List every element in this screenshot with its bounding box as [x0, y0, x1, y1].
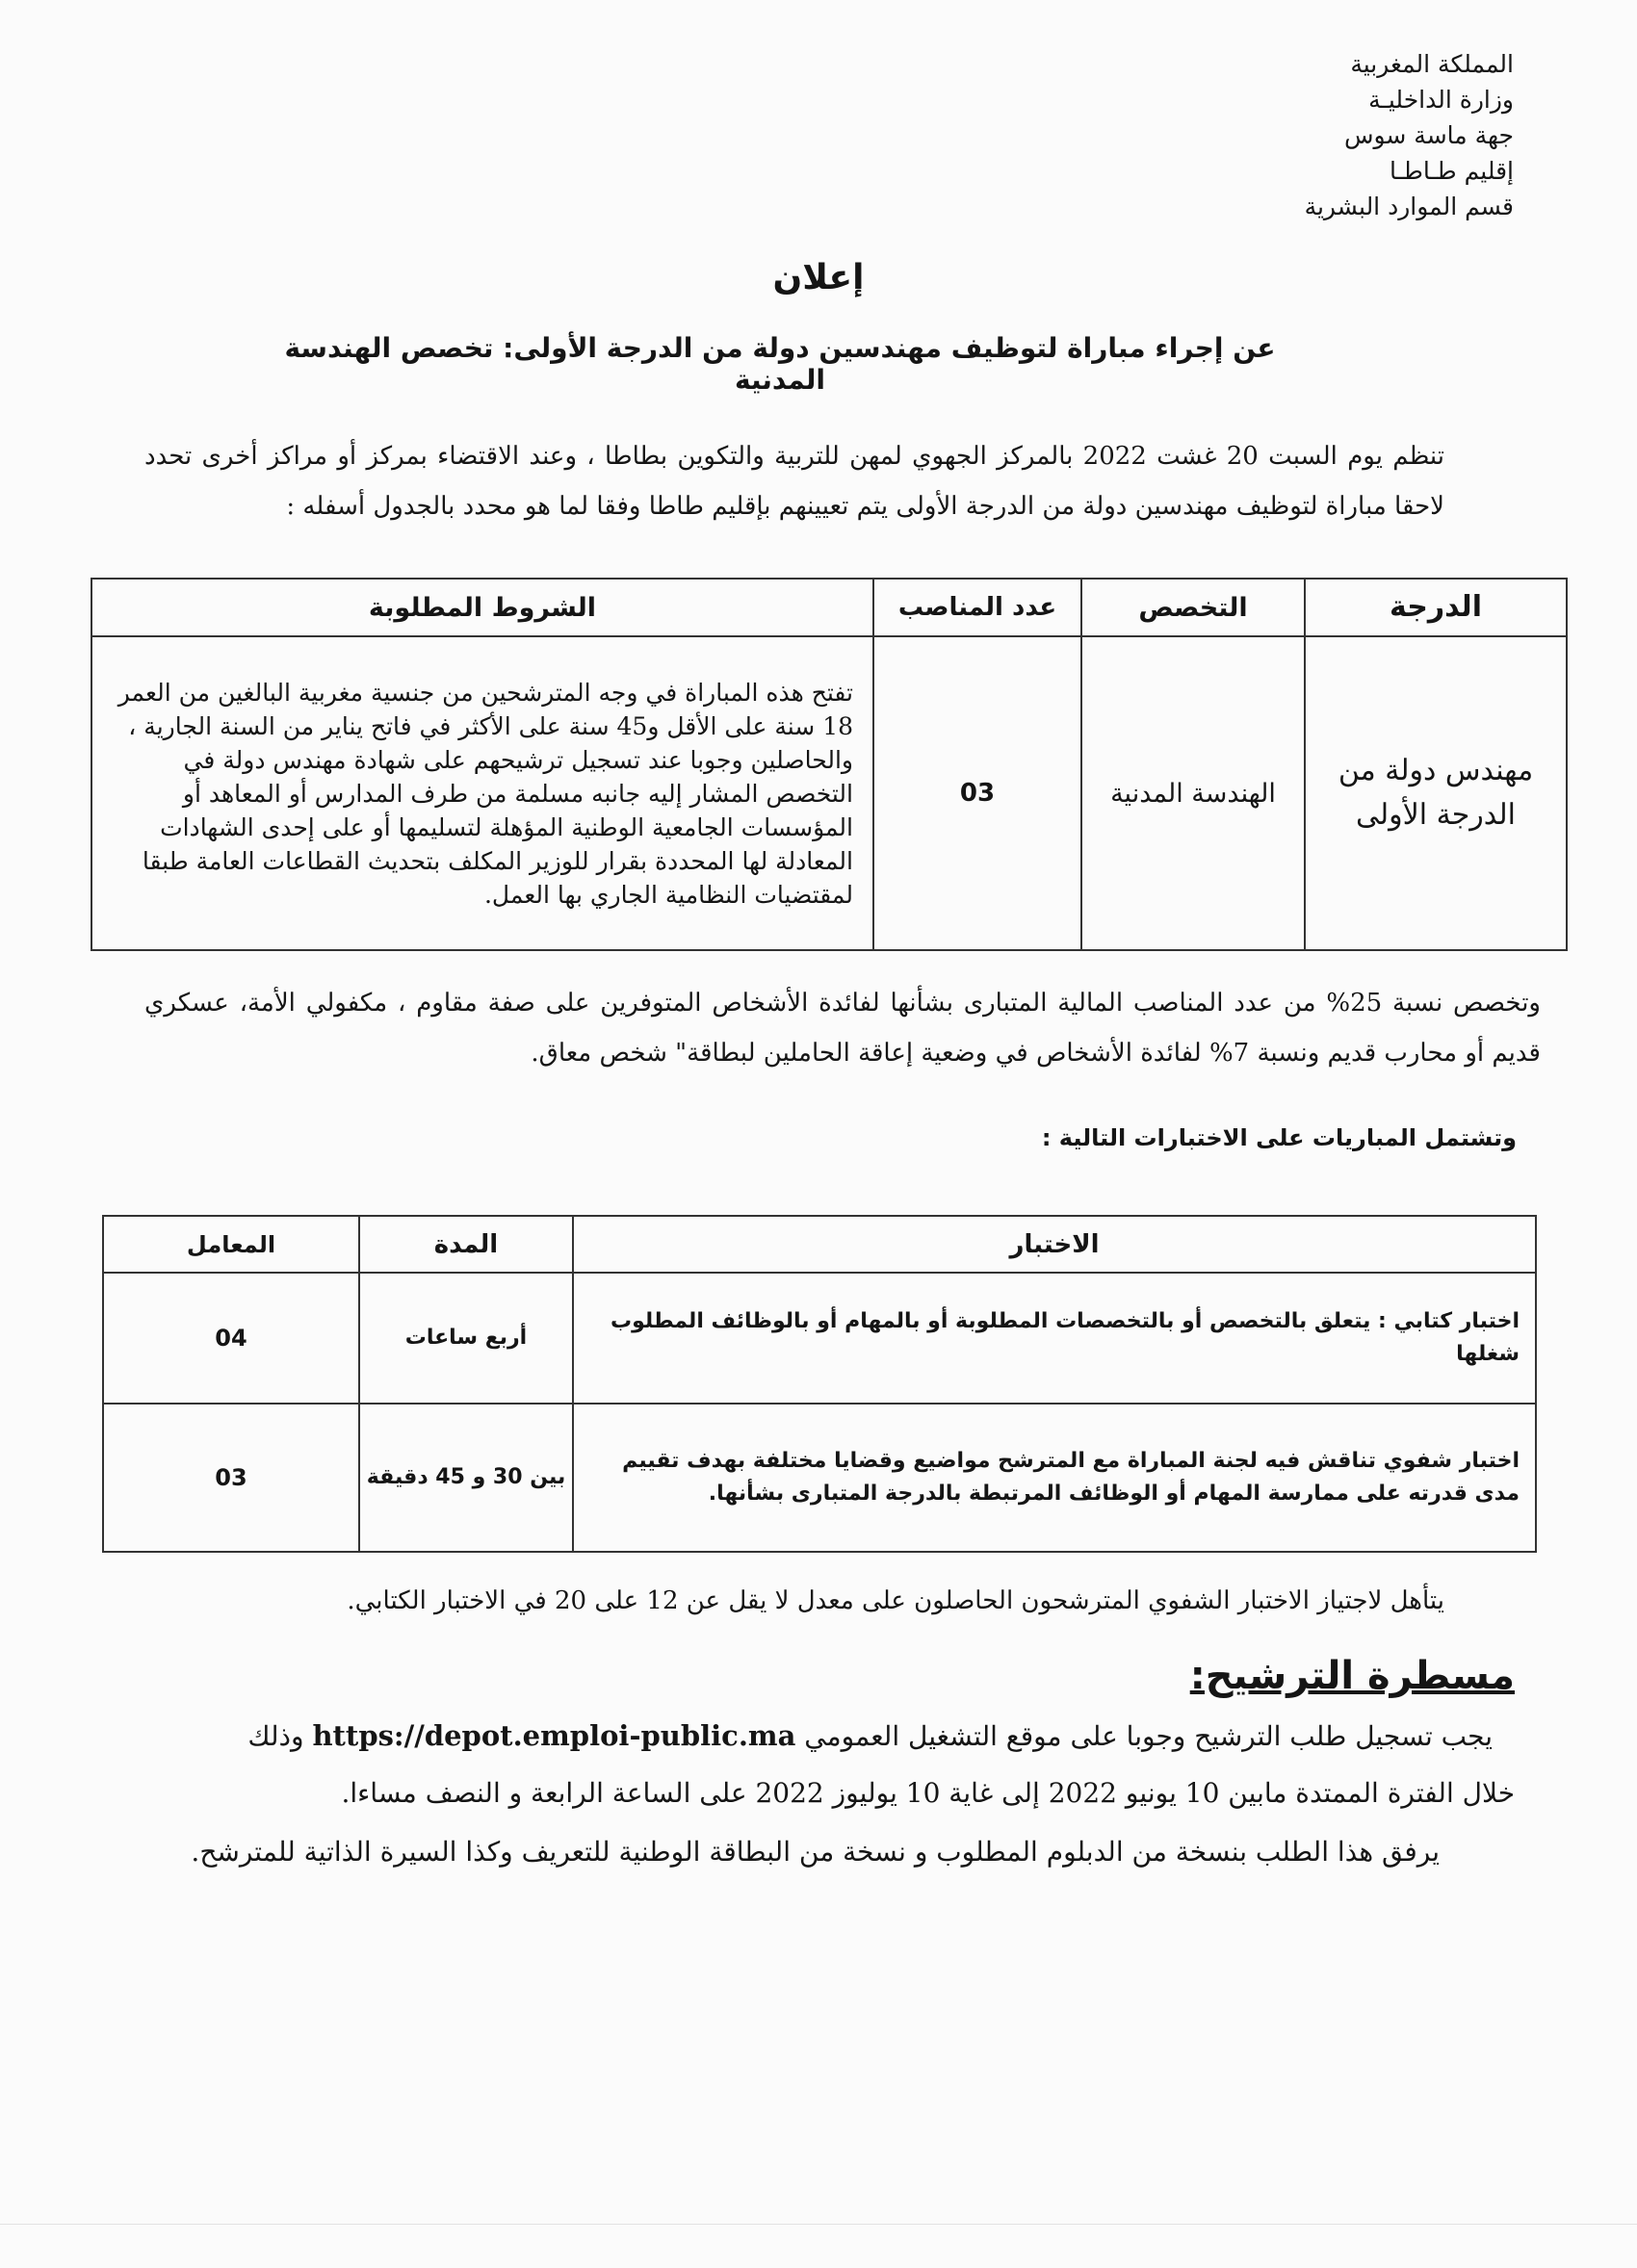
procedure-line-2: خلال الفترة الممتدة مابين 10 يونيو 2022 إلى غاية 10 يوليوز 2022 على الساعة الرابعة و النصف مساءا. — [341, 1777, 1515, 1809]
cell-coefficient-oral: 03 — [103, 1404, 359, 1552]
header-line-province: إقليم طـاطـا — [1390, 157, 1514, 185]
cell-duration-oral: بين 30 و 45 دقيقة — [359, 1404, 573, 1552]
application-site-link[interactable]: https://depot.emploi-public.ma — [312, 1719, 796, 1752]
table-row — [103, 1404, 1536, 1552]
header-duration: المدة — [359, 1216, 573, 1273]
qualification-note: يتأهل لاجتياز الاختبار الشفوي المترشحون الحاصلون على معدل لا يقل عن 12 على 20 في الاختبار الكتابي. — [347, 1586, 1444, 1615]
table-row — [91, 636, 1567, 950]
cell-duration-written: أربع ساعات — [359, 1273, 573, 1404]
header-test: الاختبار — [573, 1216, 1536, 1273]
header-grade: الدرجة — [1305, 579, 1567, 636]
procedure-line-1 — [247, 1719, 1493, 1752]
header-line-region: جهة ماسة سوس — [1343, 121, 1514, 149]
issuer-header — [1206, 46, 1514, 224]
header-coefficient: المعامل — [103, 1216, 359, 1273]
procedure-title — [1190, 1654, 1515, 1698]
cell-test-oral: اختبار شفوي تناقش فيه لجنة المباراة مع المترشح مواضيع وقضايا مختلفة بهدف تقييم مدى قدرته على ممارسة المهام أو الوظائف المرتبطة بالدرجة المتبارى بشأنها. — [573, 1404, 1536, 1552]
page-bottom-divider — [0, 2224, 1637, 2225]
header-line-kingdom: المملكة المغربية — [1350, 50, 1514, 78]
cell-grade: مهندس دولة من الدرجة الأولى — [1305, 636, 1567, 950]
cell-coefficient-written: 04 — [103, 1273, 359, 1404]
quota-paragraph: وتخصص نسبة 25% من عدد المناصب المالية المتبارى بشأنها لفائدة الأشخاص المتوفرين على صفة مقاوم ، مكفولي الأمة، عسكري قديم أو محارب قديم ونسبة 7% لفائدة الأشخاص في وضعية إعاقة الحاملين لبطاقة" شخص معاق. — [144, 989, 1541, 1068]
announcement-subtitle: عن إجراء مباراة لتوظيف مهندسين دولة من الدرجة الأولى: تخصص الهندسة المدنية — [284, 332, 1276, 396]
cell-conditions: تفتح هذه المباراة في وجه المترشحين من جنسية مغربية البالغين من العمر 18 سنة على الأقل و45 سنة على الأكثر في فاتح يناير من السنة الجارية ، والحاصلين وجوبا عند تسجيل ترشيحهم على شهادة مهندس دولة في التخصص المشار إليه جانبه مسلمة من طرف المدارس أو المعاهد أو المؤسسات الجامعية الوطنية المؤهلة لتسليمها أو على إحدى الشهادات المعادلة لها المحددة بقرار للوزير المكلف بتحديث القطاعات العامة طبقا لمقتضيات النظامية الجاري بها العمل. — [91, 636, 873, 950]
cell-specialty: الهندسة المدنية — [1081, 636, 1305, 950]
cell-count: 03 — [873, 636, 1081, 950]
header-specialty: التخصص — [1081, 579, 1305, 636]
table-row — [103, 1273, 1536, 1404]
procedure-line-3: يرفق هذا الطلب بنسخة من الدبلوم المطلوب و نسخة من البطاقة الوطنية للتعريف وكذا السيرة الذاتية للمترشح. — [191, 1836, 1440, 1868]
positions-header-row — [91, 579, 1567, 636]
cell-test-written: اختبار كتابي : يتعلق بالتخصص أو بالتخصصات المطلوبة أو بالمهام أو بالوظائف المطلوب شغلها — [573, 1273, 1536, 1404]
header-count: عدد المناصب — [873, 579, 1081, 636]
header-line-division: قسم الموارد البشرية — [1304, 193, 1514, 220]
header-conditions: الشروط المطلوبة — [91, 579, 873, 636]
announcement-title: إعلان — [772, 258, 865, 297]
tests-table — [102, 1215, 1537, 1553]
tests-intro: وتشتمل المباريات على الاختبارات التالية : — [1041, 1124, 1517, 1151]
procedure-title-text: مسطرة الترشيح: — [1189, 1654, 1515, 1698]
procedure-line-1-before: يجب تسجيل طلب الترشيح وجوبا على موقع التشغيل العمومي — [804, 1720, 1493, 1752]
intro-paragraph: تنظم يوم السبت 20 غشت 2022 بالمركز الجهوي لمهن للتربية والتكوين بطاطا ، وعند الاقتضاء بمركز أو مراكز أخرى تحدد لاحقا مباراة لتوظيف مهندسين دولة من الدرجة الأولى يتم تعيينهم بإقليم طاطا وفقا لما هو محدد بالجدول أسفله : — [144, 442, 1444, 521]
positions-table — [91, 578, 1568, 951]
tests-header-row — [103, 1216, 1536, 1273]
header-line-ministry: وزارة الداخليـة — [1368, 86, 1514, 114]
procedure-line-1-after: وذلك — [247, 1720, 304, 1752]
